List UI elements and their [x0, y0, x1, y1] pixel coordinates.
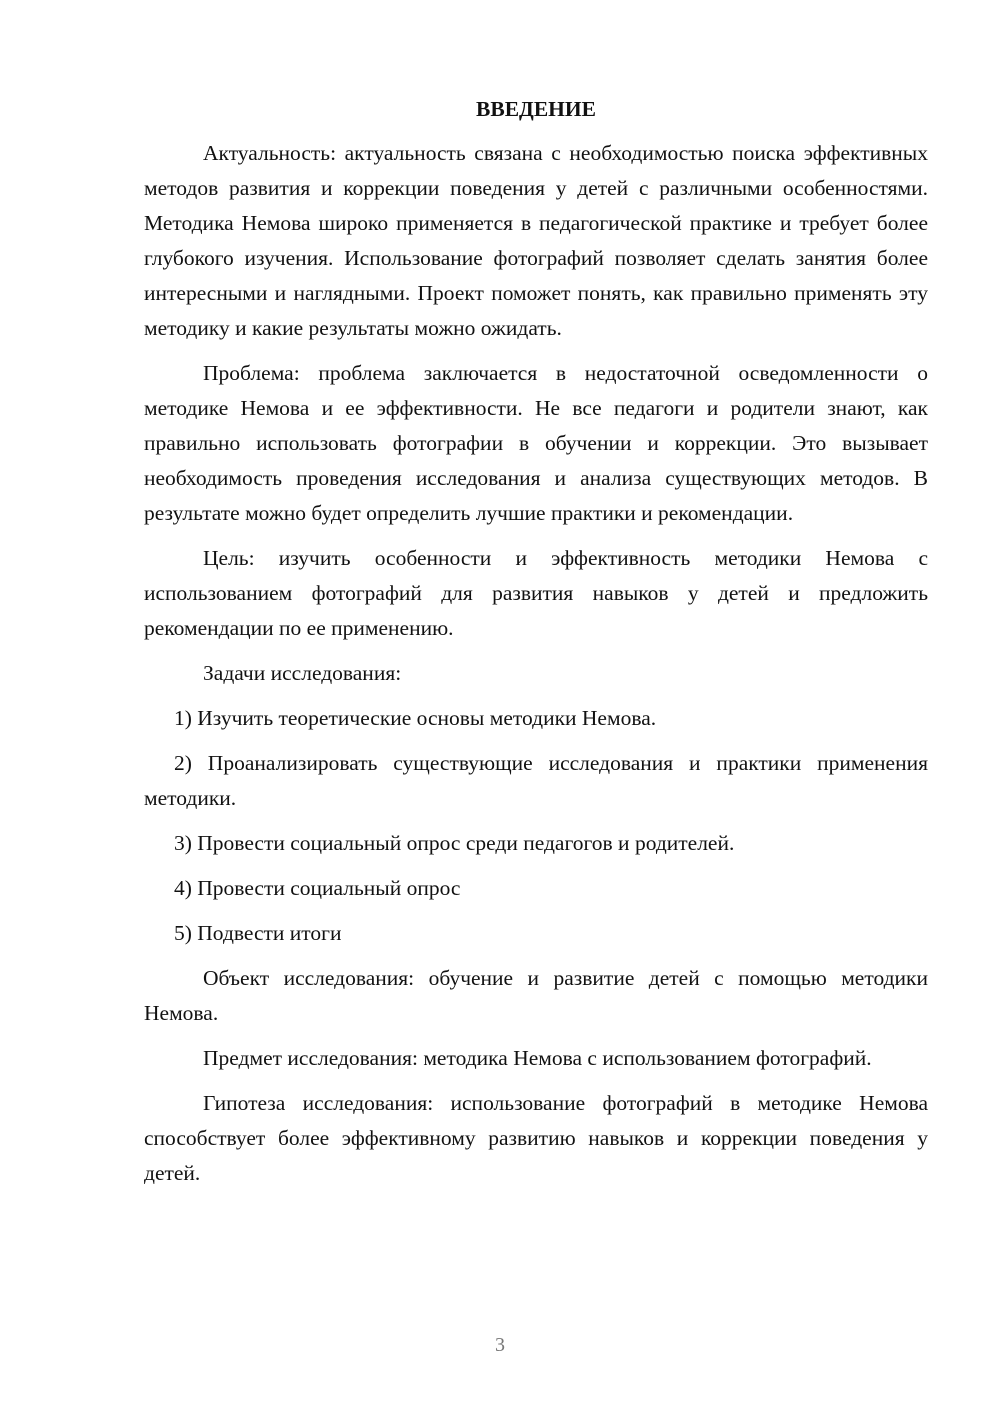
- document-title: ВВЕДЕНИЕ: [476, 97, 596, 121]
- paragraph-subject: Предмет исследования: методика Немова с использованием фотографий.: [203, 1046, 872, 1070]
- task-item-2: 2) Проанализировать существующие исследования и практики применения методики.: [144, 751, 928, 810]
- paragraph-hypothesis: Гипотеза исследования: использование фотографий в методике Немова способствует более эффективному развитию навыков и коррекции поведения у детей.: [144, 1091, 928, 1185]
- task-item-1: 1) Изучить теоретические основы методики Немова.: [174, 706, 657, 730]
- task-item-5: 5) Подвести итоги: [174, 921, 342, 945]
- paragraph-goal: Цель: изучить особенности и эффективность методики Немова с использованием фотографий для развития навыков у детей и предложить рекомендации по ее применению.: [144, 546, 928, 640]
- paragraph-problem: Проблема: проблема заключается в недостаточной осведомленности о методике Немова и ее эффективности. Не все педагоги и родители знают, как правильно использовать фотографии в обучении и коррекции. Это вызывает необходимость проведения исследования и анализа существующих методов. В результате можно будет определить лучшие практики и рекомендации.: [144, 361, 928, 525]
- task-item-4: 4) Провести социальный опрос: [174, 876, 461, 900]
- tasks-heading: Задачи исследования:: [203, 661, 402, 685]
- task-item-3: 3) Провести социальный опрос среди педагогов и родителей.: [174, 831, 735, 855]
- page-number: 3: [495, 1334, 505, 1356]
- paragraph-object: Объект исследования: обучение и развитие детей с помощью методики Немова.: [144, 966, 928, 1025]
- paragraph-relevance: Актуальность: актуальность связана с необходимостью поиска эффективных методов развития и коррекции поведения у детей с различными особенностями. Методика Немова широко применяется в педагогической практике и требует более глубокого изучения. Использование фотографий позволяет сделать занятия более интересными и наглядными. Проект поможет понять, как правильно применять эту методику и какие результаты можно ожидать.: [144, 141, 928, 340]
- document-page: [144, 92, 928, 1201]
